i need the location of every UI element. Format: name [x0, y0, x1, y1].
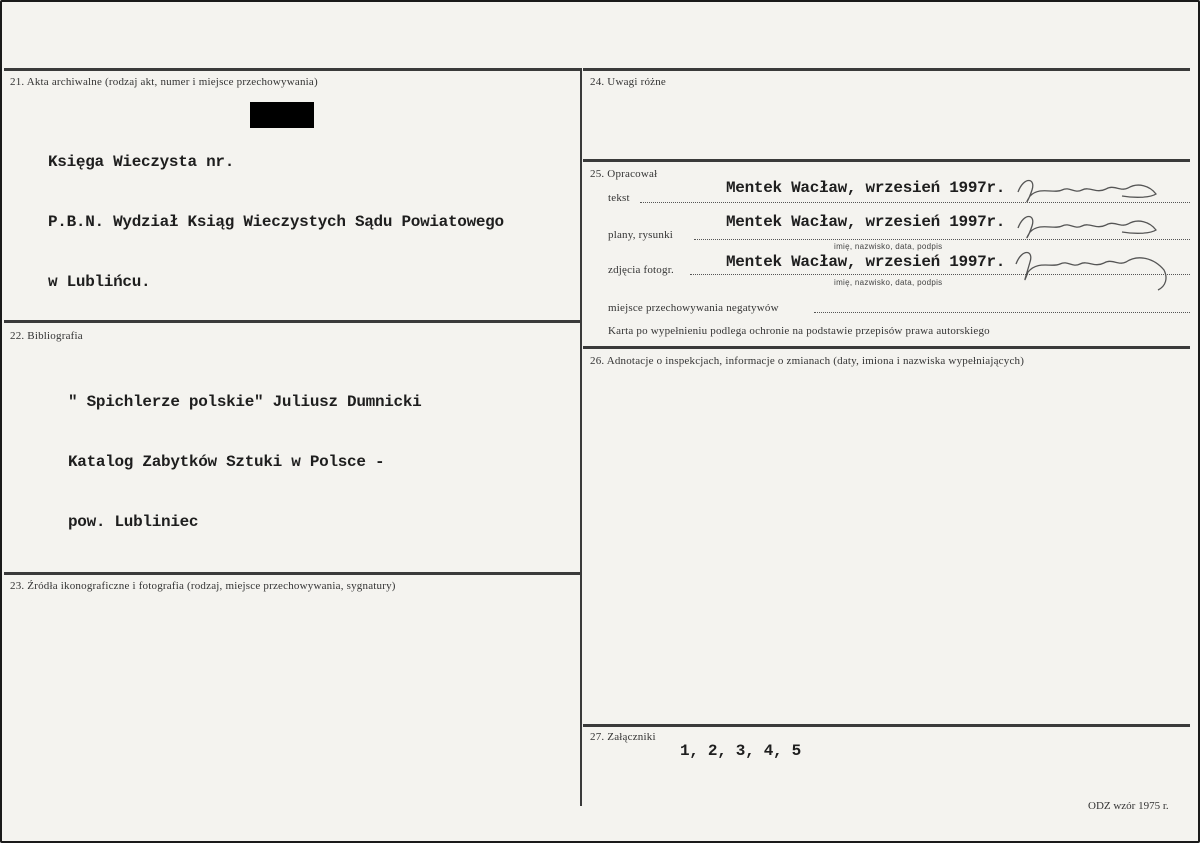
section-22-line-1: " Spichlerze polskie" Juliusz Dumnicki — [68, 393, 422, 411]
section-21-line-2: P.B.N. Wydział Ksiąg Wieczystych Sądu Powiatowego — [48, 213, 504, 231]
rule-top-left — [4, 68, 581, 71]
plany-label: plany, rysunki — [608, 229, 674, 241]
section-24-label: 24. Uwagi różne — [590, 76, 667, 88]
form-version-footer: ODZ wzór 1975 r. — [1088, 800, 1169, 812]
section-22-label: 22. Bibliografia — [10, 330, 83, 342]
plany-value: Mentek Wacław, wrzesień 1997r. — [726, 213, 1006, 231]
negatywy-label: miejsce przechowywania negatywów — [608, 302, 779, 314]
rule-26-27 — [583, 724, 1190, 727]
rule-top-right — [583, 68, 1190, 71]
negatywy-dotted-line — [814, 312, 1190, 313]
section-22-line-3: pow. Lubliniec — [68, 513, 199, 531]
section-21-label: 21. Akta archiwalne (rodzaj akt, numer i miejsce przechowywania) — [10, 76, 318, 88]
copyright-note: Karta po wypełnieniu podlega ochronie na podstawie przepisów prawa autorskiego — [608, 325, 990, 337]
signature-1 — [1010, 172, 1170, 208]
section-21-line-3: w Lublińcu. — [48, 273, 151, 291]
section-25-label: 25. Opracował — [590, 168, 658, 180]
signature-3 — [1008, 242, 1178, 294]
section-22-text — [68, 352, 421, 572]
tekst-value: Mentek Wacław, wrzesień 1997r. — [726, 179, 1006, 197]
section-21-line-1: Księga Wieczysta nr. — [48, 153, 235, 171]
section-27-label: 27. Załączniki — [590, 731, 656, 743]
signature-2 — [1010, 208, 1170, 244]
rule-22-23 — [4, 572, 581, 575]
zdjecia-value: Mentek Wacław, wrzesień 1997r. — [726, 253, 1006, 271]
column-divider — [580, 68, 582, 806]
section-23-label: 23. Źródła ikonograficzne i fotografia (rodzaj, miejsce przechowywania, sygnatury) — [10, 580, 396, 592]
zdjecia-caption: imię, nazwisko, data, podpis — [834, 278, 943, 287]
section-27-value: 1, 2, 3, 4, 5 — [680, 742, 801, 760]
plany-caption: imię, nazwisko, data, podpis — [834, 242, 943, 251]
rule-25-26 — [583, 346, 1190, 349]
zdjecia-label: zdjęcia fotogr. — [608, 264, 674, 276]
redaction-box — [250, 102, 314, 128]
rule-24-25 — [583, 159, 1190, 162]
tekst-label: tekst — [608, 192, 630, 204]
section-26-label: 26. Adnotacje o inspekcjach, informacje o zmianach (daty, imiona i nazwiska wypełniających) — [590, 355, 1025, 367]
section-21-text — [48, 112, 504, 332]
section-22-line-2: Katalog Zabytków Sztuki w Polsce - — [68, 453, 385, 471]
